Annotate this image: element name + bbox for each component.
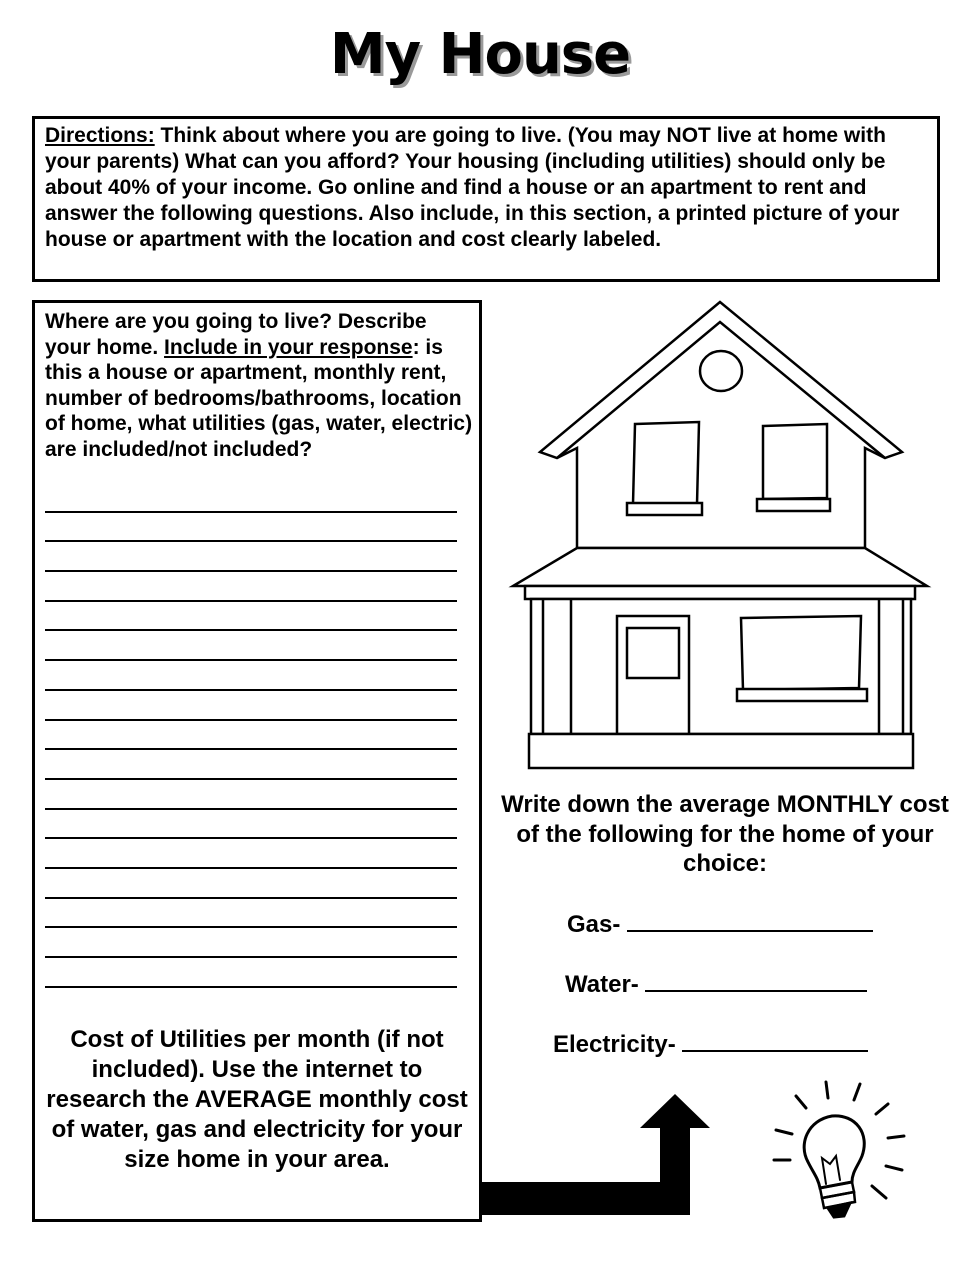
gas-label: Gas- — [567, 911, 621, 938]
utilities-note: Cost of Utilities per month (if not included). Use the internet to research the AVERAGE monthly cost of water, gas and electricity for your size home in your area. — [46, 1026, 468, 1173]
answer-line[interactable] — [45, 780, 457, 810]
answer-line[interactable] — [45, 958, 457, 988]
answer-line[interactable] — [45, 483, 457, 513]
answer-line[interactable] — [45, 602, 457, 632]
answer-line[interactable] — [45, 839, 457, 869]
electricity-row — [553, 1030, 868, 1059]
directions-text: Think about where you are going to live. (You may NOT live at home with your parents) What can you afford? Your housing (including utilities) should only be about 40% of your income. Go online and find a house or an apartment to rent and answer the following questions. Also include, in this section, a printed picture of your house or apartment with the location and cost clearly labeled. — [45, 124, 900, 251]
directions-lead: Directions: — [45, 124, 155, 147]
water-row — [565, 970, 867, 999]
answer-line[interactable] — [45, 631, 457, 661]
directions-box — [32, 116, 940, 282]
prompt-underlined: Include in your response — [164, 335, 413, 359]
prompt-part2: : is this a house or apartment, monthly rent, number of bedrooms/bathrooms, location of home, what utilities (gas, water, electric) are included/not included? — [45, 335, 473, 461]
water-label: Water- — [565, 971, 639, 998]
answer-line[interactable] — [45, 691, 457, 721]
gas-row — [567, 910, 873, 939]
description-prompt — [45, 309, 475, 462]
answer-line[interactable] — [45, 869, 457, 899]
costs-heading: Write down the average MONTHLY cost of the following for the home of your choice: — [501, 791, 949, 877]
page-title: My House — [329, 22, 631, 87]
answer-line[interactable] — [45, 899, 457, 929]
answer-line[interactable] — [45, 810, 457, 840]
description-box — [32, 300, 482, 1222]
water-blank[interactable] — [645, 970, 867, 992]
prompt-part1: Where are you going to live? Describe your home. — [45, 310, 427, 359]
answer-line[interactable] — [45, 928, 457, 958]
electricity-blank[interactable] — [682, 1030, 868, 1052]
answer-line[interactable] — [45, 572, 457, 602]
answer-line[interactable] — [45, 513, 457, 543]
answer-line[interactable] — [45, 542, 457, 572]
answer-line[interactable] — [45, 750, 457, 780]
answer-line[interactable] — [45, 721, 457, 751]
gas-blank[interactable] — [627, 910, 873, 932]
answer-lines[interactable] — [45, 483, 457, 988]
electricity-label: Electricity- — [553, 1031, 676, 1058]
light-bulb-icon — [768, 1078, 918, 1228]
answer-line[interactable] — [45, 661, 457, 691]
house-illustration — [505, 296, 935, 776]
